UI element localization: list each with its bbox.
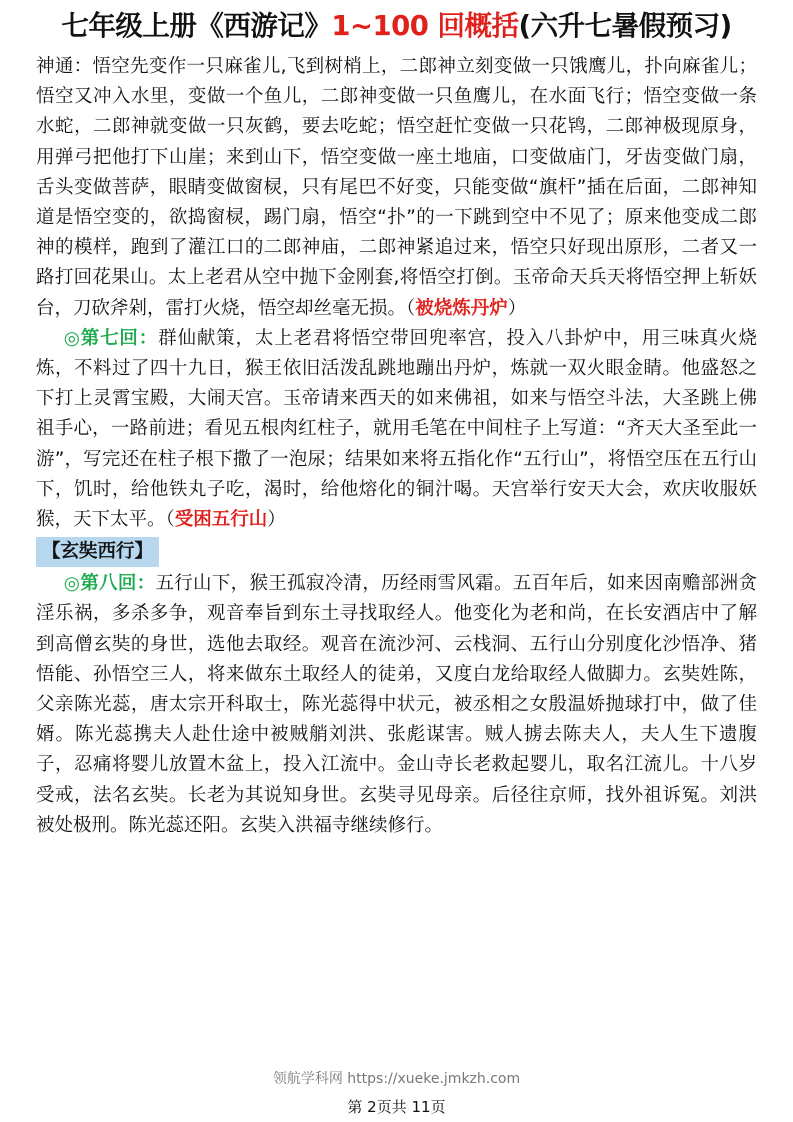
- chapter-summary-tag: 被烧炼丹炉: [415, 297, 508, 319]
- tag-close: ）: [507, 297, 527, 319]
- section-heading-row: [36, 535, 757, 569]
- section-heading: 【玄奘西行】: [36, 537, 159, 567]
- paragraph-text: 五行山下，猴王孤寂冷清，历经雨雪风霜。五百年后，如来因南赡部洲贪淫乐祸，多杀多争，观音奉旨到东土寻找取经人。他变化为老和尚，在长安酒店中了解到高僧玄奘的身世，选他去取经。观音在流沙河、云栈洞、五行山分别度化沙悟净、猪悟能、孙悟空三人，将来做东土取经人的徒弟，又度白龙给取经人做脚力。玄奘姓陈，父亲陈光蕊，唐太宗开科取士，陈光蕊得中状元，被丞相之女殷温娇抛球打中，做了佳婿。陈光蕊携夫人赴仕途中被贼艄刘洪、张彪谋害。贼人掳去陈夫人，夫人生下遗腹子，忍痛将婴儿放置木盆上，投入江流中。金山寺长老救起婴儿，取名江流儿。十八岁受戒，法名玄奘。长老为其说知身世。玄奘寻见母亲。后径往京师，找外祖诉冤。刘洪被处极刑。陈光蕊还阳。玄奘入洪福寺继续修行。: [36, 573, 757, 836]
- paragraph-text: 群仙献策，太上老君将悟空带回兜率宫，投入八卦炉中，用三味真火烧炼，不料过了四十九日，猴王依旧活泼乱跳地蹦出丹炉，炼就一双火眼金睛。他盛怒之下打上灵霄宝殿，大闹天宫。玉帝请来西天的如来佛祖，如来与悟空斗法，大圣跳上佛祖手心，一路前进；看见五根肉红柱子，就用毛笔在中间柱子上写道：“齐天大圣至此一游”，写完还在柱子根下撒了一泡尿；结果如来将五指化作“五行山”，将悟空压在五行山下，饥时，给他铁丸子吃，渴时，给他熔化的铜汁喝。天宫举行安天大会，欢庆收服妖猴，天下太平。: [36, 327, 757, 531]
- tag-open: （: [165, 509, 175, 531]
- paragraph-chapter8: [36, 569, 757, 841]
- body-text: [36, 52, 757, 841]
- chapter-label: ◎第七回：: [63, 327, 159, 349]
- tag-open: （: [406, 297, 416, 319]
- chapter-summary-tag: 受困五行山: [174, 509, 268, 531]
- page-number: 第 2页共 11页: [347, 1098, 446, 1116]
- title-main: 七年级上册《西游记》: [61, 10, 332, 42]
- page-title: [36, 0, 757, 52]
- title-suffix: (六升七暑假预习): [518, 10, 732, 42]
- tag-close: ）: [267, 509, 286, 531]
- footer-website: 领航学科网 https://xueke.jmkzh.com: [272, 1071, 521, 1087]
- paragraph-chapter7: [36, 324, 757, 535]
- paragraph-chapter6-continued: [36, 52, 757, 324]
- paragraph-text: 神通：悟空先变作一只麻雀儿,飞到树梢上，二郎神立刻变做一只饿鹰儿，扑向麻雀儿；悟空又冲入水里，变做一个鱼儿，二郎神变做一只鱼鹰儿，在水面飞行；悟空变做一条水蛇，二郎神就变做一只灰鹤，要去吃蛇；悟空赶忙变做一只花鸨，二郎神极现原身，用弹弓把他打下山崖；来到山下，悟空变做一座土地庙，口变做庙门，牙齿变做门扇，舌头变做菩萨，眼睛变做窗棂，只有尾巴不好变，只能变做“旗杆”插在后面，二郎神知道是悟空变的，欲捣窗棂，踢门扇，悟空“扑”的一下跳到空中不见了；原来他变成二郎神的模样，跑到了灌江口的二郎神庙，二郎神紧追过来，悟空只好现出原形，二者又一路打回花果山。太上老君从空中抛下金刚套,将悟空打倒。玉帝命天兵天将悟空押上斩妖台，刀砍斧剁，雷打火烧，悟空却丝毫无损。: [36, 56, 757, 319]
- chapter-label: ◎第八回：: [63, 573, 156, 595]
- title-highlight: 1~100 回概括: [331, 10, 519, 42]
